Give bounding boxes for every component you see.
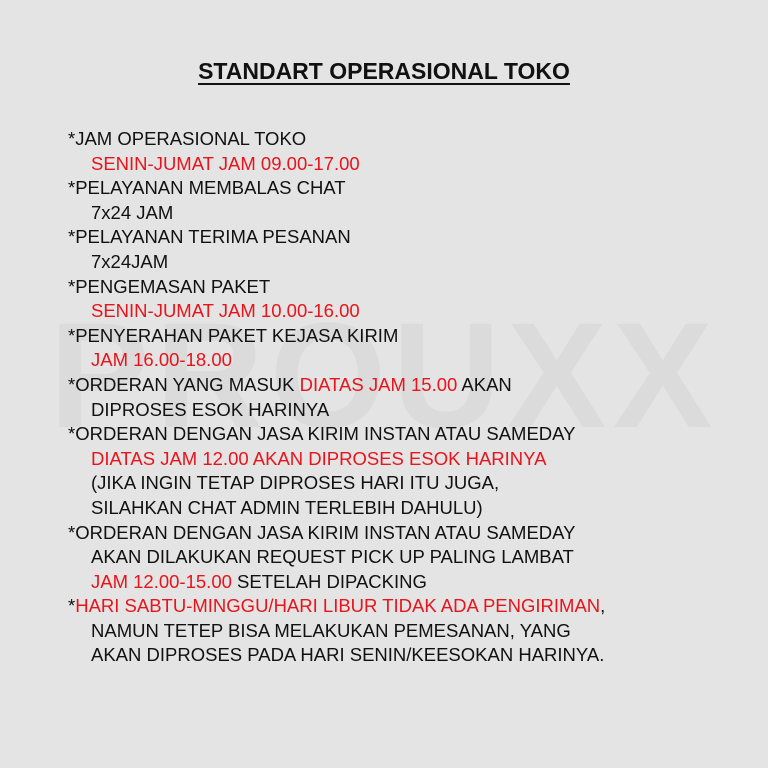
body-text: *PELAYANAN MEMBALAS CHAT — [68, 177, 346, 199]
body-text: *PENGEMASAN PAKET — [68, 275, 271, 297]
sop-item-line — [68, 275, 605, 300]
highlight-text: DIATAS JAM 12.00 AKAN DIPROSES ESOK HARINYA — [91, 447, 547, 469]
highlight-text: DIATAS JAM 15.00 — [299, 373, 458, 395]
sop-item-line — [68, 422, 605, 447]
body-text: * — [68, 595, 76, 617]
body-text: DIPROSES ESOK HARINYA — [91, 398, 330, 420]
sop-item-line — [68, 324, 605, 349]
sop-detail-line — [68, 619, 605, 644]
sop-detail-line — [68, 201, 605, 226]
body-text: (JIKA INGIN TETAP DIPROSES HARI ITU JUGA, — [91, 472, 500, 494]
body-text: AKAN DIPROSES PADA HARI SENIN/KEESOKAN HARINYA. — [91, 644, 605, 666]
sop-detail-line — [68, 250, 605, 275]
body-text: SILAHKAN CHAT ADMIN TERLEBIH DAHULU) — [91, 496, 483, 518]
sop-detail-line — [68, 447, 605, 472]
body-text: AKAN DILAKUKAN REQUEST PICK UP PALING LAMBAT — [91, 546, 574, 568]
body-text: 7x24JAM — [91, 250, 169, 272]
sop-detail-line — [68, 348, 605, 373]
sop-list — [68, 127, 605, 668]
highlight-text: SENIN-JUMAT JAM 10.00-16.00 — [91, 300, 360, 322]
highlight-text: HARI SABTU-MINGGU/HARI LIBUR TIDAK ADA PENGIRIMAN — [75, 595, 601, 617]
body-text: *PELAYANAN TERIMA PESANAN — [68, 226, 351, 248]
body-text: *ORDERAN YANG MASUK — [68, 373, 300, 395]
sop-detail-line — [68, 643, 605, 668]
sop-item-line — [68, 176, 605, 201]
body-text: 7x24 JAM — [91, 201, 174, 223]
sop-item-line — [68, 594, 605, 619]
body-text: *PENYERAHAN PAKET KEJASA KIRIM — [68, 324, 399, 346]
body-text: SETELAH DIPACKING — [231, 570, 427, 592]
body-text: *ORDERAN DENGAN JASA KIRIM INSTAN ATAU SAMEDAY — [68, 423, 576, 445]
sop-detail-line — [68, 152, 605, 177]
body-text: *JAM OPERASIONAL TOKO — [68, 128, 307, 149]
highlight-text: JAM 12.00-15.00 — [91, 570, 232, 592]
body-text: *ORDERAN DENGAN JASA KIRIM INSTAN ATAU SAMEDAY — [68, 521, 576, 543]
body-text: AKAN — [457, 373, 512, 395]
highlight-text: SENIN-JUMAT JAM 09.00-17.00 — [91, 152, 360, 174]
sop-item-line — [68, 127, 605, 152]
body-text: NAMUN TETEP BISA MELAKUKAN PEMESANAN, YANG — [91, 619, 571, 641]
sop-detail-line — [68, 398, 605, 423]
sop-detail-line — [68, 299, 605, 324]
sop-item-line — [68, 373, 605, 398]
sop-detail-line — [68, 545, 605, 570]
page-title-text: STANDART OPERASIONAL TOKO — [198, 58, 570, 84]
sop-item-line — [68, 225, 605, 250]
body-text: , — [600, 595, 606, 617]
sop-item-line — [68, 521, 605, 546]
page-title — [0, 58, 768, 85]
sop-detail-line — [68, 471, 605, 496]
sop-detail-line — [68, 496, 605, 521]
sop-detail-line — [68, 570, 605, 595]
highlight-text: JAM 16.00-18.00 — [91, 349, 232, 371]
